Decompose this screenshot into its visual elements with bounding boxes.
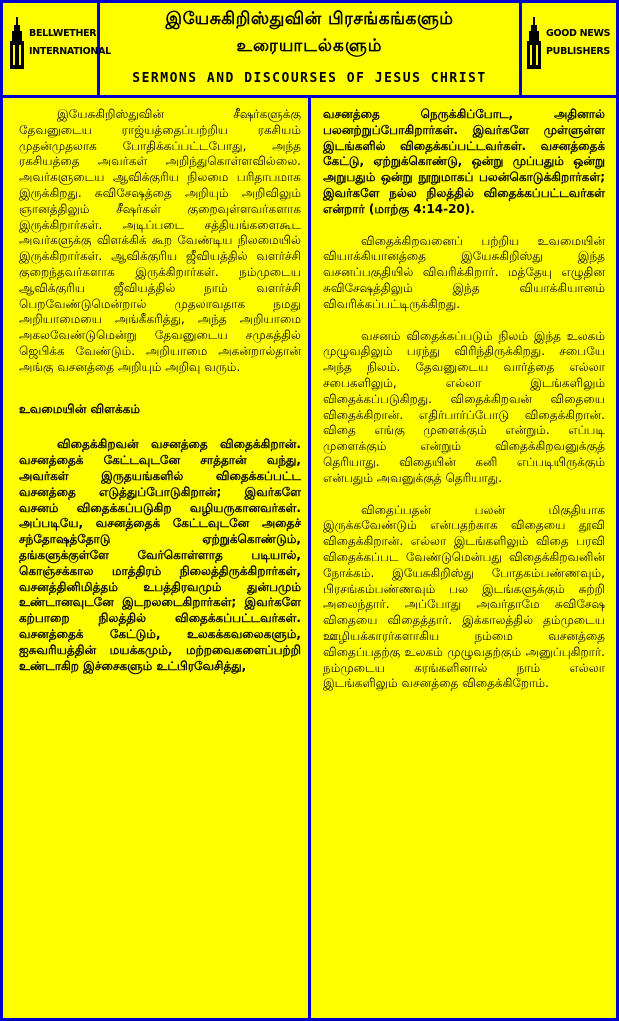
title-english: SERMONS AND DISCOURSES OF JESUS CHRIST: [132, 71, 487, 86]
body-paragraph: விதைக்கிறவனைப் பற்றிய உவமையின் வியாக்கியானத்தை இயேசுகிறிஸ்து இந்த வசனப்பகுதியில் விவரிக்கிறார். மத்தேயு எழுதின சுவிசேஷத்திலும் இந்த வியாக்கியானம் விவரிக்கப்பட்டிருக்கிறது.: [323, 233, 605, 311]
good-news-logo: [519, 3, 616, 95]
skyscraper-icon: [526, 17, 544, 69]
section-heading: உவமையின் விளக்கம்: [19, 401, 141, 416]
body-paragraph: விதைப்பதன் பலன் மிகுதியாக இருக்கவேண்டும் என்பதற்காக விதையை தூவி விதைக்கிறான். எல்லா இடங்களிலும் விதை பரவி விதைக்கப்பட வேண்டுமென்பது விதைக்கிறவனின் நோக்கம். இயேசுகிறிஸ்து போதகம்பண்ணவும், பிரசங்கம்பண்ணவும் பல இடங்களுக்கும் சுற்றி அலைந்தார். அப்போது அவர்தாமே சுவிசேஷ விதையை விதைத்தார். இக்காலத்தில் தம்முடைய ஊழியக்காரர்களாகிய நம்மை வசனத்தை விதைப்பதற்கு உலகம் முழுவதற்கும் அனுப்புகிறார். நம்முடைய கரங்களினால் நாம் எல்லா இடங்களிலும் வசனத்தை விதைக்கிறோம்.: [323, 502, 605, 691]
intro-paragraph: இயேசுகிறிஸ்துவின் சீஷர்களுக்கு தேவனுடைய ராஜ்யத்தைப்பற்றிய ரகசியம் முதன்முதலாக போதிக்கப்பட்டபோது, அந்த ரகசியத்தை அவர்கள் அறிந்துகொள்ளவில்லை. அவர்களுடைய ஆவிக்குரிய நிலமை பரிதாபமாக இருக்கிறது. சுவிசேஷத்தை அறியும் அறிவிலும் ஞானத்திலும் சீஷர்கள் குறைவுள்ளவர்களாக இருக்கிறார்கள். அடிப்படை சத்தியங்களைகூட அவர்களுக்கு விளக்கிக் கூற வேண்டிய நிலமையில் இருக்கிறார்கள். ஆவிக்குரிய ஜீவியத்தில் வளர்ச்சி குறைந்தவர்களாக இருக்கிறார்கள். நம்முடைய ஆவிக்குரிய ஜீவியத்தில் நாம் வளர்ச்சி பெறவேண்டுமென்றால் முதலாவதாக நமது அறியாமையை அங்கீகரித்து, அந்த அறியாமை அகலவேண்டுமென்று தேவனுடைய சமுகத்தில் ஜெபிக்க வேண்டும். அறியாமை அகன்றால்தான் அங்கு வசனத்தை அறியும் அறிவு வரும்.: [19, 107, 301, 374]
body-paragraph: வசனம் விதைக்கப்படும் நிலம் இந்த உலகம் முழுவதிலும் பரந்து விரிந்திருக்கிறது. சபையே அந்த நிலம். தேவனுடைய வார்த்தை எல்லா சபைகளிலும், எல்லா இடங்களிலும் விதைக்கப்படுகிறது. விதைக்கிறவன் விதையை விதைக்கிறான். எதிர்பார்ப்போடு விதைக்கிறான். விதை எங்கு முளைக்கும் என்றும். எப்படி முளைக்கும் என்றும் விதைக்கிறவனுக்குத் தெரியாது. விதையின் கனி எப்படியிருக்கும் என்பதும் அவனுக்குத் தெரியாது.: [323, 328, 605, 485]
title-tamil-line2: உரையாடல்களும்: [236, 36, 383, 56]
logo-line1: BELLWETHER: [29, 28, 97, 39]
column-divider: [308, 95, 311, 1018]
title-area: [100, 3, 519, 95]
header: [3, 3, 616, 98]
logo-line1: GOOD NEWS: [546, 28, 611, 39]
scripture-passage-continued: வசனத்தை நெருக்கிப்போட, அதினால் பலனற்றுப்போகிறார்கள். இவர்களே முள்ளுள்ள இடங்களில் விதைக்கப்பட்டவர்கள். வசனத்தைக் கேட்டு, ஏற்றுக்கொண்டு, ஒன்று முப்பதும் ஒன்று அறுபதும் ஒன்று நூறுமாகப் பலன்கொடுக்கிறார்கள்; இவர்களே நல்ல நிலத்தில் விதைக்கப்பட்டவர்கள் என்றார் (மாற்கு 4:14-20).: [323, 107, 605, 216]
logo-text: [546, 25, 610, 61]
logo-line2: PUBLISHERS: [546, 46, 610, 57]
logo-text: [29, 25, 111, 61]
right-column: [323, 107, 605, 692]
bellwether-logo: [3, 3, 111, 95]
scripture-passage: விதைக்கிறவன் வசனத்தை விதைக்கிறான். வசனத்தைக் கேட்டவுடனே சாத்தான் வந்து, அவர்கள் இருதயங்களில் விதைக்கப்பட்ட வசனத்தை எடுத்துப்போடுகிறான்; இவர்களே வசனம் விதைக்கப்படுகிற வழியருகானவர்கள். அப்படியே, வசனத்தைக் கேட்டவுடனே அதைச் சந்தோஷத்தோடு ஏற்றுக்கொண்டும், தங்களுக்குள்ளே வேர்கொள்ளாத படியால், கொஞ்சக்கால மாத்திரம் நிலைத்திருக்கிறார்கள், வசனத்தினிமித்தம் உபத்திரவமும் துன்பமும் உண்டானவுடனே இடறலடைகிறார்கள்; இவர்களே கற்பாறை நிலத்தில் விதைக்கப்பட்டவர்கள். வசனத்தைக் கேட்டும், உலகக்கவலைகளும், ஐசுவரியத்தின் மயக்கமும், மற்றவைகளைப்பற்றி உண்டாகிற இச்சைகளும் உட்பிரவேசித்து,: [19, 437, 301, 673]
left-column: [19, 107, 301, 674]
skyscraper-icon: [9, 17, 27, 69]
logo-line2: INTERNATIONAL: [29, 46, 111, 57]
title-tamil-line1: இயேசுகிறிஸ்துவின் பிரசங்கங்களும்: [165, 9, 454, 29]
